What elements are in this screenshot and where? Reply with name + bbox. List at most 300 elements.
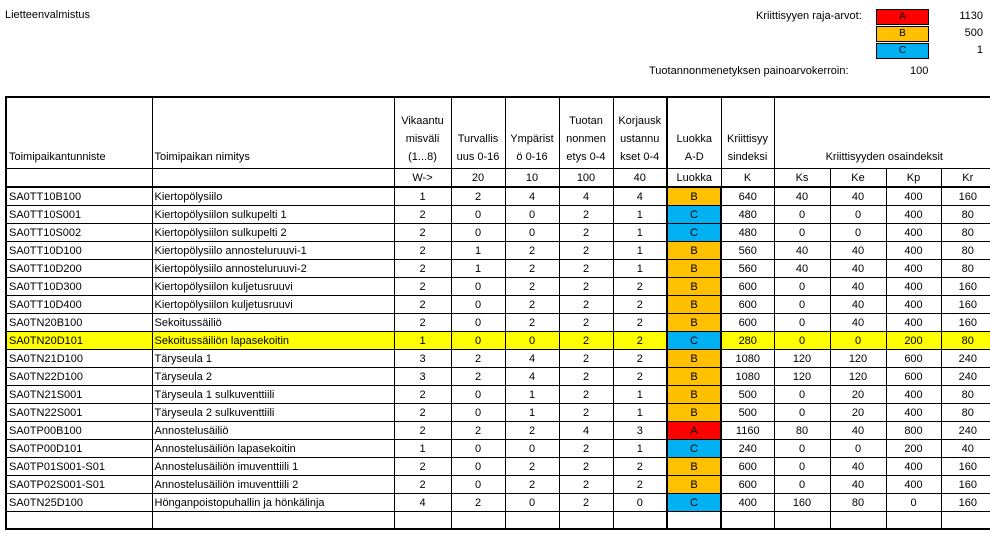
cell-safety[interactable]: 0 [451,224,505,242]
cell-environment[interactable]: 0 [505,494,559,512]
cell-class[interactable]: B [667,368,721,386]
cell-interval[interactable]: 2 [394,242,451,260]
cell-safety[interactable]: 0 [451,458,505,476]
cell-kp[interactable]: 400 [886,187,941,206]
cell-kr[interactable]: 160 [941,458,990,476]
cell-kr[interactable]: 160 [941,296,990,314]
cell-ks[interactable]: 0 [774,314,830,332]
table-row [6,206,990,224]
cell-interval[interactable]: 2 [394,458,451,476]
cell-ke[interactable]: 0 [830,206,886,224]
cell-safety[interactable]: 2 [451,350,505,368]
legend-swatch-a: A [876,9,929,25]
criticality-table [5,96,990,530]
legend-swatch-b: B [876,26,929,42]
cell-production[interactable]: 2 [559,206,613,224]
cell-kp[interactable]: 400 [886,476,941,494]
table-row [6,368,990,386]
cell-environment[interactable]: 0 [505,440,559,458]
table-row [6,224,990,242]
cell-id[interactable]: SA0TT10D400 [6,296,152,314]
cell-kp[interactable]: 400 [886,224,941,242]
legend-threshold-b[interactable]: 500 [964,27,983,39]
weight-production[interactable]: 100 [559,169,613,188]
cell-repair[interactable]: 2 [613,314,667,332]
cell-class[interactable]: A [667,422,721,440]
header-production-loss: Tuotan nonmen etys 0-4 [559,97,613,169]
cell-id[interactable]: SA0TP00B100 [6,422,152,440]
cell-production[interactable]: 2 [559,278,613,296]
cell-name[interactable]: Kiertopölysiilon sulkupelti 2 [152,224,394,242]
cell-k[interactable]: 280 [721,332,774,350]
cell-safety[interactable]: 0 [451,296,505,314]
table-row [6,476,990,494]
cell-name[interactable]: Täryseula 1 [152,350,394,368]
table-row [6,386,990,404]
cell-name[interactable]: Täryseula 2 sulkuventtiili [152,404,394,422]
cell-class[interactable]: C [667,440,721,458]
legend-title: Kriittisyyen raja-arvot: [756,10,862,22]
cell-production[interactable]: 2 [559,350,613,368]
cell-id[interactable]: SA0TN21D100 [6,350,152,368]
cell-interval[interactable]: 1 [394,187,451,206]
cell-ks[interactable]: 160 [774,494,830,512]
cell-environment[interactable]: 0 [505,332,559,350]
cell-kp[interactable]: 200 [886,332,941,350]
cell-ke[interactable]: 120 [830,350,886,368]
cell-safety[interactable]: 2 [451,494,505,512]
cell-name[interactable]: Kiertopölysiilon kuljetusruuvi [152,278,394,296]
empty-cell[interactable] [941,512,990,530]
cell-safety[interactable]: 0 [451,314,505,332]
cell-kr[interactable]: 160 [941,476,990,494]
cell-kp[interactable]: 0 [886,494,941,512]
cell-name[interactable]: Sekoitussäiliön lapasekoitin [152,332,394,350]
cell-ks[interactable]: 0 [774,206,830,224]
cell-ks[interactable]: 120 [774,350,830,368]
cell-safety[interactable]: 0 [451,332,505,350]
cell-id[interactable]: SA0TT10S002 [6,224,152,242]
cell-environment[interactable]: 1 [505,386,559,404]
cell-name[interactable]: Kiertopölysiilo annosteluruuvi-2 [152,260,394,278]
cell-production[interactable]: 2 [559,332,613,350]
cell-kp[interactable]: 400 [886,278,941,296]
cell-name[interactable]: Kiertopölysiilo annosteluruuvi-1 [152,242,394,260]
table-row [6,494,990,512]
cell-kp[interactable]: 400 [886,386,941,404]
cell-kr[interactable]: 160 [941,187,990,206]
cell-name[interactable]: Hönganpoistopuhallin ja hönkälinja [152,494,394,512]
cell-repair[interactable]: 2 [613,296,667,314]
cell-ke[interactable]: 0 [830,332,886,350]
cell-class[interactable]: B [667,242,721,260]
legend-swatch-c: C [876,43,929,59]
cell-safety[interactable]: 0 [451,206,505,224]
cell-interval[interactable]: 1 [394,440,451,458]
cell-production[interactable]: 2 [559,368,613,386]
cell-repair[interactable]: 1 [613,404,667,422]
cell-k[interactable]: 1160 [721,422,774,440]
cell-production[interactable]: 2 [559,458,613,476]
cell-repair[interactable]: 2 [613,368,667,386]
table-row [6,296,990,314]
cell-repair[interactable]: 1 [613,386,667,404]
cell-environment[interactable]: 1 [505,404,559,422]
cell-production[interactable]: 2 [559,494,613,512]
cell-k[interactable]: 480 [721,224,774,242]
cell-name[interactable]: Annostelusäiliö [152,422,394,440]
cell-k[interactable]: 400 [721,494,774,512]
cell-kr[interactable]: 240 [941,368,990,386]
cell-kr[interactable]: 160 [941,314,990,332]
sheet-title: Lietteenvalmistus [5,9,90,21]
cell-ks[interactable]: 0 [774,458,830,476]
weight-safety[interactable]: 20 [451,169,505,188]
header-name: Toimipaikan nimitys [152,97,394,169]
cell-kr[interactable]: 240 [941,422,990,440]
cell-class[interactable]: B [667,476,721,494]
cell-kp[interactable]: 800 [886,422,941,440]
cell-environment[interactable]: 2 [505,476,559,494]
cell-ke[interactable]: 120 [830,368,886,386]
cell-kp[interactable]: 400 [886,314,941,332]
empty-cell[interactable] [613,512,667,530]
cell-ke[interactable]: 40 [830,476,886,494]
cell-k[interactable]: 500 [721,404,774,422]
cell-interval[interactable]: 2 [394,260,451,278]
header-id: Toimipaikantunniste [6,97,152,169]
cell-ks[interactable]: 0 [774,278,830,296]
weight-ks-label: Ks [774,169,830,188]
cell-name[interactable]: Täryseula 2 [152,368,394,386]
cell-interval[interactable]: 2 [394,296,451,314]
cell-kr[interactable]: 160 [941,278,990,296]
cell-environment[interactable]: 2 [505,458,559,476]
cell-environment[interactable]: 2 [505,296,559,314]
cell-name[interactable]: Sekoitussäiliö [152,314,394,332]
weight-kr-label: Kr [941,169,990,188]
cell-environment[interactable]: 0 [505,224,559,242]
cell-k[interactable]: 1080 [721,368,774,386]
cell-id[interactable]: SA0TP02S001-S01 [6,476,152,494]
cell-ke[interactable]: 0 [830,440,886,458]
table-row [6,350,990,368]
cell-ke[interactable]: 20 [830,404,886,422]
table-row [6,242,990,260]
cell-class[interactable]: C [667,206,721,224]
cell-safety[interactable]: 0 [451,476,505,494]
table-row [6,458,990,476]
cell-kr[interactable]: 80 [941,386,990,404]
cell-k[interactable]: 500 [721,386,774,404]
cell-name[interactable]: Annostelusäiliön lapasekoitin [152,440,394,458]
cell-class[interactable]: B [667,314,721,332]
cell-production[interactable]: 2 [559,296,613,314]
table-row [6,260,990,278]
cell-ke[interactable]: 40 [830,422,886,440]
cell-id[interactable]: SA0TP01S001-S01 [6,458,152,476]
table-row [6,278,990,296]
cell-class[interactable]: C [667,332,721,350]
cell-repair[interactable]: 2 [613,350,667,368]
cell-repair[interactable]: 2 [613,476,667,494]
cell-class[interactable]: B [667,386,721,404]
cell-repair[interactable]: 2 [613,458,667,476]
table-row [6,404,990,422]
header-environment: Ympärist ö 0-16 [505,97,559,169]
cell-environment[interactable]: 2 [505,260,559,278]
weights-row-blank [6,169,152,188]
empty-cell[interactable] [830,512,886,530]
cell-ke[interactable]: 40 [830,314,886,332]
empty-cell[interactable] [451,512,505,530]
cell-interval[interactable]: 2 [394,224,451,242]
cell-interval[interactable]: 2 [394,476,451,494]
empty-cell[interactable] [505,512,559,530]
cell-k[interactable]: 560 [721,242,774,260]
header-sub-indices: Kriittisyyden osaindeksit [774,97,990,169]
cell-repair[interactable]: 1 [613,260,667,278]
cell-ks[interactable]: 40 [774,187,830,206]
cell-id[interactable]: SA0TN21S001 [6,386,152,404]
cell-repair[interactable]: 0 [613,494,667,512]
empty-cell[interactable] [559,512,613,530]
cell-name[interactable]: Annostelusäiliön imuventtiili 1 [152,458,394,476]
header-repair-costs: Korjausk ustannu kset 0-4 [613,97,667,169]
cell-production[interactable]: 4 [559,187,613,206]
cell-class[interactable]: B [667,458,721,476]
cell-kp[interactable]: 600 [886,368,941,386]
cell-ke[interactable]: 40 [830,458,886,476]
weight-k-label: K [721,169,774,188]
cell-name[interactable]: Kiertopölysiilo [152,187,394,206]
cell-kr[interactable]: 160 [941,494,990,512]
cell-id[interactable]: SA0TN20D101 [6,332,152,350]
cell-safety[interactable]: 0 [451,404,505,422]
cell-kr[interactable]: 80 [941,332,990,350]
cell-ks[interactable]: 0 [774,332,830,350]
cell-repair[interactable]: 2 [613,332,667,350]
cell-class[interactable]: C [667,494,721,512]
weight-repair[interactable]: 40 [613,169,667,188]
cell-safety[interactable]: 0 [451,278,505,296]
cell-k[interactable]: 560 [721,260,774,278]
cell-repair[interactable]: 1 [613,440,667,458]
cell-interval[interactable]: 4 [394,494,451,512]
cell-ke[interactable]: 40 [830,242,886,260]
cell-kr[interactable]: 240 [941,350,990,368]
empty-cell[interactable] [667,512,721,530]
cell-interval[interactable]: 2 [394,422,451,440]
table-row [6,314,990,332]
cell-production[interactable]: 2 [559,386,613,404]
cell-k[interactable]: 600 [721,314,774,332]
cell-k[interactable]: 480 [721,206,774,224]
weight-ke-label: Ke [830,169,886,188]
cell-safety[interactable]: 1 [451,260,505,278]
cell-ks[interactable]: 0 [774,224,830,242]
cell-production[interactable]: 2 [559,260,613,278]
cell-kp[interactable]: 200 [886,440,941,458]
cell-ks[interactable]: 0 [774,296,830,314]
weights-row-blank [152,169,394,188]
cell-ks[interactable]: 0 [774,404,830,422]
empty-cell[interactable] [774,512,830,530]
cell-k[interactable]: 600 [721,458,774,476]
cell-class[interactable]: B [667,260,721,278]
cell-kr[interactable]: 80 [941,242,990,260]
cell-ke[interactable]: 40 [830,278,886,296]
cell-production[interactable]: 2 [559,440,613,458]
cell-production[interactable]: 4 [559,422,613,440]
cell-kp[interactable]: 400 [886,296,941,314]
cell-interval[interactable]: 2 [394,278,451,296]
cell-production[interactable]: 2 [559,242,613,260]
header-safety: Turvallis uus 0-16 [451,97,505,169]
cell-ke[interactable]: 40 [830,260,886,278]
cell-ks[interactable]: 0 [774,440,830,458]
weight-label: Tuotannonmenetyksen painoarvokerroin: [649,65,849,77]
cell-id[interactable]: SA0TT10S001 [6,206,152,224]
cell-production[interactable]: 2 [559,404,613,422]
legend-threshold-a[interactable]: 1130 [959,10,983,22]
cell-id[interactable]: SA0TN22S001 [6,404,152,422]
empty-cell[interactable] [6,512,152,530]
cell-ks[interactable]: 120 [774,368,830,386]
legend-threshold-c[interactable]: 1 [976,44,983,56]
cell-ke[interactable]: 0 [830,224,886,242]
cell-kp[interactable]: 400 [886,242,941,260]
cell-repair[interactable]: 3 [613,422,667,440]
cell-id[interactable]: SA0TT10B100 [6,187,152,206]
cell-kp[interactable]: 400 [886,206,941,224]
cell-safety[interactable]: 2 [451,368,505,386]
cell-kr[interactable]: 40 [941,440,990,458]
cell-production[interactable]: 2 [559,476,613,494]
cell-name[interactable]: Annostelusäiliön imuventtiili 2 [152,476,394,494]
cell-k[interactable]: 600 [721,278,774,296]
header-criticality-index: Kriittisyy sindeksi [721,97,774,169]
empty-cell[interactable] [886,512,941,530]
cell-environment[interactable]: 2 [505,422,559,440]
cell-ke[interactable]: 40 [830,296,886,314]
cell-k[interactable]: 640 [721,187,774,206]
cell-id[interactable]: SA0TT10D200 [6,260,152,278]
cell-k[interactable]: 600 [721,296,774,314]
cell-ke[interactable]: 40 [830,187,886,206]
cell-ks[interactable]: 0 [774,476,830,494]
cell-id[interactable]: SA0TT10D300 [6,278,152,296]
table-row [6,422,990,440]
cell-production[interactable]: 2 [559,224,613,242]
cell-class[interactable]: B [667,296,721,314]
cell-interval[interactable]: 1 [394,332,451,350]
cell-kp[interactable]: 400 [886,404,941,422]
empty-row [6,512,990,530]
cell-class[interactable]: B [667,350,721,368]
cell-kp[interactable]: 400 [886,458,941,476]
cell-name[interactable]: Täryseula 1 sulkuventtiili [152,386,394,404]
cell-id[interactable]: SA0TT10D100 [6,242,152,260]
empty-cell[interactable] [394,512,451,530]
cell-k[interactable]: 600 [721,476,774,494]
weight-environment[interactable]: 10 [505,169,559,188]
cell-class[interactable]: B [667,187,721,206]
cell-k[interactable]: 1080 [721,350,774,368]
cell-repair[interactable]: 2 [613,278,667,296]
weight-value[interactable]: 100 [910,65,929,77]
cell-safety[interactable]: 0 [451,440,505,458]
table-row [6,332,990,350]
cell-class[interactable]: B [667,404,721,422]
cell-safety[interactable]: 0 [451,386,505,404]
cell-id[interactable]: SA0TP00D101 [6,440,152,458]
cell-kr[interactable]: 80 [941,206,990,224]
cell-kr[interactable]: 80 [941,404,990,422]
cell-repair[interactable]: 1 [613,242,667,260]
weight-class-label: Luokka [667,169,721,188]
cell-interval[interactable]: 2 [394,404,451,422]
table-row [6,440,990,458]
cell-safety[interactable]: 2 [451,422,505,440]
cell-repair[interactable]: 1 [613,224,667,242]
cell-interval[interactable]: 2 [394,206,451,224]
cell-interval[interactable]: 3 [394,368,451,386]
cell-id[interactable]: SA0TN20B100 [6,314,152,332]
cell-class[interactable]: B [667,278,721,296]
cell-ks[interactable]: 40 [774,260,830,278]
cell-interval[interactable]: 3 [394,350,451,368]
cell-environment[interactable]: 2 [505,278,559,296]
cell-safety[interactable]: 2 [451,187,505,206]
cell-environment[interactable]: 4 [505,368,559,386]
cell-class[interactable]: C [667,224,721,242]
cell-kp[interactable]: 600 [886,350,941,368]
cell-repair[interactable]: 1 [613,206,667,224]
cell-repair[interactable]: 4 [613,187,667,206]
cell-environment[interactable]: 2 [505,314,559,332]
cell-id[interactable]: SA0TN25D100 [6,494,152,512]
header-interval: Vikaantu misväli (1...8) [394,97,451,169]
cell-safety[interactable]: 1 [451,242,505,260]
cell-ke[interactable]: 80 [830,494,886,512]
cell-interval[interactable]: 2 [394,314,451,332]
cell-name[interactable]: Kiertopölysiilon kuljetusruuvi [152,296,394,314]
weight-kp-label: Kp [886,169,941,188]
cell-environment[interactable]: 2 [505,242,559,260]
cell-production[interactable]: 2 [559,314,613,332]
empty-cell[interactable] [721,512,774,530]
cell-k[interactable]: 240 [721,440,774,458]
table-row [6,187,990,206]
cell-id[interactable]: SA0TN22D100 [6,368,152,386]
empty-cell[interactable] [152,512,394,530]
cell-ks[interactable]: 40 [774,242,830,260]
cell-environment[interactable]: 4 [505,187,559,206]
cell-ke[interactable]: 20 [830,386,886,404]
cell-ks[interactable]: 80 [774,422,830,440]
header-class: Luokka A-D [667,97,721,169]
cell-environment[interactable]: 0 [505,206,559,224]
cell-ks[interactable]: 0 [774,386,830,404]
cell-kr[interactable]: 80 [941,224,990,242]
cell-kp[interactable]: 400 [886,260,941,278]
cell-name[interactable]: Kiertopölysiilon sulkupelti 1 [152,206,394,224]
cell-interval[interactable]: 2 [394,386,451,404]
weight-interval: W-> [394,169,451,188]
cell-kr[interactable]: 80 [941,260,990,278]
cell-environment[interactable]: 4 [505,350,559,368]
